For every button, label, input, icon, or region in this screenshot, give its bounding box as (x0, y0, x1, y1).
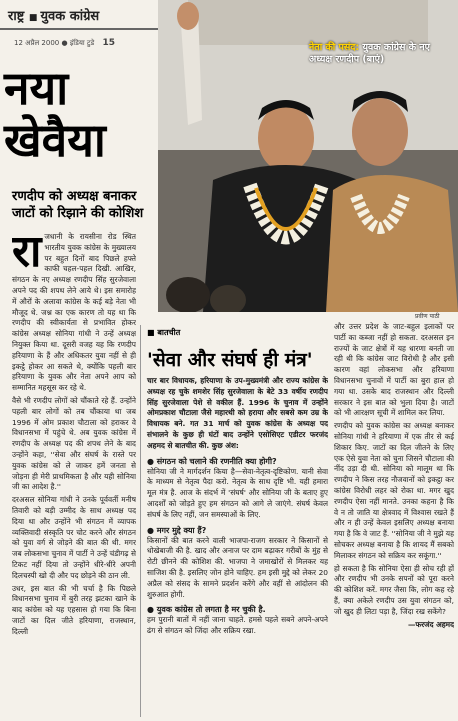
photo-caption-text: युवक कांग्रेस के नए अध्यक्ष रणदीप (बाएं) (309, 42, 430, 65)
interview-answer: किसानों की बात करने वाली भाजपा-राजग सरकार ने किसानों से धोखेबाजी की है. खाद और अनाज पर दाम बढ़ाकर गरीबों के मुंह से रोटी छीनने की कोशिश की. भाजपा ने जमाखोरों से मिलकर यह साजिश की है. इसलिए जोन होने चाहिए. हम इसी मुद्दे को लेकर 20 अप्रैल को संसद के सामने प्रदर्शन करेंगे और वहीं से आंदोलन की शुरुआत होगी. (147, 535, 328, 599)
inset-intro: चार बार विधायक, हरियाणा के उप-मुख्यमंत्री और राज्य कांग्रेस के अध्यक्ष रह चुके शमशेर सिंह सुरजेवाला के बेटे 33 वर्षीय रणदीप सिंह सुरजेवाला पेशे से वकील हैं. 1996 के चुनाव में उन्होंने ओमप्रकाश चौटाला जैसे महारथी को हराया और सबसे कम उम्र के विधायक बने. गत 31 मार्च को युवक कांग्रेस के अध्यक्ष पद संभालने के कुछ ही घंटों बाद उन्होंने एसोसिएट एडीटर फरजंद अहमद से बातचीत की. कुछ अंश: (147, 376, 328, 450)
article-paragraph: रणदीप को युवक कांग्रेस का अध्यक्ष बनाकर सोनिया गांधी ने हरियाणा में एक तीर से कई शिकार किए. जाटों का दिल जीतने के लिए एक ऐसे युवा नेता को चुना जिसने चौटाला की नींद उड़ा दी थी. सोनिया को मालूम था कि रणदीप ने किस तरह नौजवानों को इकट्ठा कर कांग्रेस विरोधी लहर को रोका था. मगर खुद रणदीप ऐसा नहीं मानते. उनका कहना है कि वे न तो जाति या क्षेत्रवाद में विश्वास रखते हैं और न ही उन्हें केवल इसलिए अध्यक्ष बनाया गया है कि वे जाट हैं. ''सोनिया जी ने मुझे यह सोचकर अध्यक्ष बनाया है कि शायद मैं सबको मिलाकर संगठन को सक्रिय कर सकूंगा.'' (334, 421, 454, 560)
dot-separator-icon: ● (61, 39, 70, 47)
interview-question (147, 456, 328, 467)
page-number: 15 (102, 38, 115, 48)
inset-bullet-icon: ■ (147, 328, 158, 337)
question-bullet-icon: ● (147, 525, 157, 535)
byline: —फरजंद अहमद (407, 619, 454, 629)
article-paragraph: और उत्तर प्रदेश के जाट-बहुल इलाकों पर पार्टी का कब्जा नहीं हो सकता. दरअसल इन राज्यों के जाट क्षेत्रों में यह धारणा बनती जा रही थी कि कांग्रेस जाट विरोधी है और इसी कारण वहां लोकसभा और हरियाणा विधानसभा चुनावों में पार्टी का बुरा हाल हो गया था. उसके बाद राजस्थान और दिल्ली सरकार ने इस बात को भुला दिया है। जाटों को भी आरक्षण सूची में शामिल कर लिया. (334, 322, 454, 418)
article-paragraph: हो सकता है कि सोनिया ऐसा ही सोच रही हों और रणदीप भी उनके सपनों को पूरा करने की कोशिश करें. मगर जैसा कि, लोग कह रहे हैं, क्या अकेले रणदीप उस युवा संगठन को, जो खुद ही लिटा पड़ा है, जिंदा रख सकेंगे? (334, 563, 454, 616)
interview-answer: हम पुरानी बातों में नहीं जाना चाहते. हमसे पहले सबने अपने-अपने ढंग से संगठन को जिंदा और सक्रिय रखा. (147, 615, 328, 636)
photo-caption-lead: नेता की पसंद: (309, 42, 360, 53)
article-column-1 (12, 232, 136, 717)
question-bullet-icon: ● (147, 605, 157, 615)
interview-question (147, 525, 328, 536)
publication-name: इंडिया टुडे (69, 39, 95, 47)
date-line (14, 38, 115, 48)
photo-caption (309, 42, 454, 66)
interview-inset (140, 325, 328, 717)
headline: नया खेवैया (4, 61, 106, 167)
article-paragraph (12, 232, 136, 394)
issue-date: 12 अप्रैल 2000 (14, 39, 60, 47)
question-bullet-icon: ● (147, 456, 157, 466)
article-column-3 (334, 322, 454, 717)
article-paragraph: वैसे भी रणदीप लोगों को चौंकाते रहे हैं. उन्होंने पहली बार लोगों को तब चौंकाया था जब 1996 में ओम प्रकाश चौटाला को हराकर वे विधानसभा में पहुंचे थे. अब युवक कांग्रेस में रणदीप के अध्यक्ष पद की शपथ लेने के बाद उन्होंने कहा, ''सेवा और संघर्ष के रास्ते पर युवक कांग्रेस को ले जाकर हमें जनता से जोड़ना ही मेरी प्राथमिकता है और यही सोनिया जी का आदेश है.'' (12, 395, 136, 492)
photo-credit: प्रवीण पाठी (415, 313, 440, 320)
inset-title: 'सेवा और संघर्ष ही मंत्र' (147, 349, 313, 371)
section-separator-icon: ■ (28, 13, 41, 23)
question-text: मगर मुद्दे क्या हैं? (156, 525, 207, 535)
interview-answer: सोनिया जी ने मार्गदर्शन किया है—सेवा-नेतृत्व-दृष्टिकोण. यानी सेवा के माध्यम से नेतृत्व पैदा करो. नेतृत्व के साथ दृष्टि भी. यही हमारा मूल मंत्र है. आज के संदर्भ में 'संघर्ष' और सोनिया जी के बताए हुए आदर्शों को जोड़ते हुए हम संगठन को आगे ले जाएंगे. संघर्ष केवल संघर्ष के लिए नहीं, जन समस्याओं के लिए. (147, 466, 328, 519)
question-text: संगठन को चलाने की रणनीति क्या होगी? (156, 456, 277, 466)
inset-label (147, 327, 328, 338)
section-label (8, 6, 99, 24)
headline-deck: रणदीप को अध्यक्ष बनाकर जाटों को रिझाने की कोशिश (12, 189, 144, 221)
inset-label-text: बातचीत (157, 328, 181, 337)
article-paragraph: उधर, इस बात की भी चर्चा है कि पिछले विधानसभा चुनाव में बुरी तरह झटका खाने के बाद कांग्रेस को यह एहसास हो गया कि बिना जाटों का दिल जीते हरियाणा, राजस्थान, दिल्ली (12, 583, 136, 636)
article-text: जधानी के रायसीना रोड स्थित भारतीय युवक कांग्रेस के मुख्यालय पर बहुत दिनों बाद पिछले हफ्ते काफी चहल-पहल दिखी. आखिर, संगठन के नए अध्यक्ष रणदीप सिंह सुरजेवाला अपने पद की शपथ लेने आये थे। इस समारोह में औरों के अलावा कांग्रेस के कई बड़े नेता भी मौजूद थे. जश्न का एक कारण तो यह था कि रणदीप की स्वीकार्यता से प्रभावित होकर कांग्रेस अध्यक्ष सोनिया गांधी ने उन्हें अध्यक्ष नियुक्त किया था. दूसरी वजह यह कि रणदीप हरियाणा के हैं और अधिकतर युवा नहीं से ही इकट्ठे होकर आ सकते थे, क्योंकि पहली बार हरियाणा के युवक और नेता अपने आप को सम्मानित महसूस कर रहे थे. (12, 232, 136, 393)
interview-question (147, 604, 328, 615)
question-text: युवक कांग्रेस तो लगता है मर चुकी है. (156, 605, 266, 615)
dropcap: रा (12, 232, 42, 277)
header-rule (0, 28, 175, 30)
article-paragraph: दरअसल सोनिया गांधी ने उनके पूर्ववर्ती मनीष तिवारी को बड़ी उम्मीद के साथ अध्यक्ष पद दिया था और उन्होंने भी संगठन में व्यापक व्यक्तिवादी संस्कृति पर चोट करने और संगठन को युवा वर्ग से जोड़ने की बात की थी. मगर जब लोकसभा चुनाव में पार्टी ने उन्हें चंडीगढ़ से टिकट नहीं दिया तो उन्होंने धीरे-धीरे अपनी दिलचस्पी खो दी और पद छोड़ने की ठान ली. (12, 495, 136, 580)
subsection-name: युवक कांग्रेस (40, 9, 100, 24)
section-name: राष्ट्र (8, 9, 25, 24)
